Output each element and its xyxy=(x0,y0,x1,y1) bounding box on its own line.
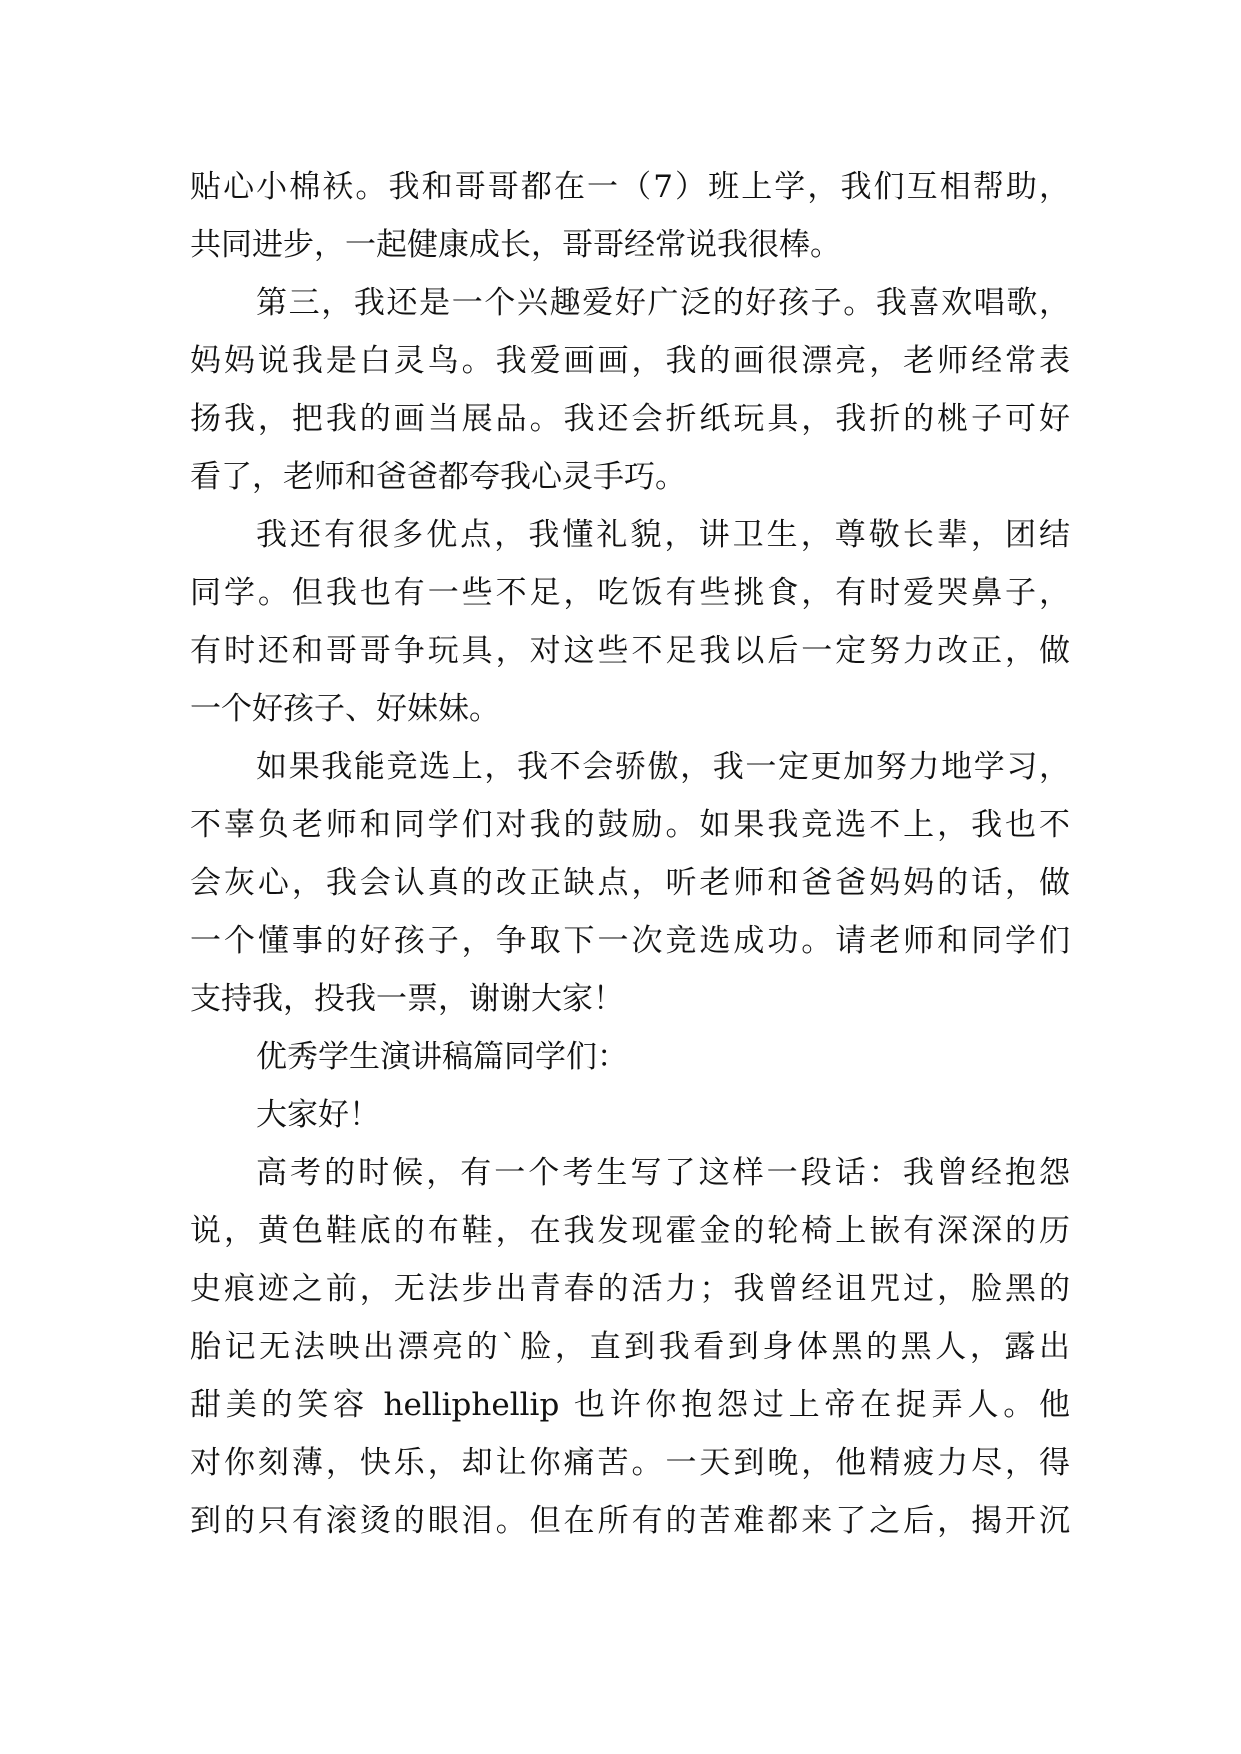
text-line: 支持我，投我一票，谢谢大家！ xyxy=(190,981,624,1017)
text-line: 到的只有滚烫的眼泪。但在所有的苦难都来了之后，揭开沉 xyxy=(190,1503,1070,1539)
text-line: 会灰心，我会认真的改正缺点，听老师和爸爸妈妈的话，做 xyxy=(190,865,1070,901)
text-line: 扬我，把我的画当展品。我还会折纸玩具，我折的桃子可好 xyxy=(190,401,1070,437)
section-heading: 优秀学生演讲稿篇同学们： xyxy=(256,1039,628,1075)
greeting-line: 大家好！ xyxy=(256,1097,380,1133)
text-line: 有时还和哥哥争玩具，对这些不足我以后一定努力改正，做 xyxy=(190,633,1070,669)
text-line: 对你刻薄，快乐，却让你痛苦。一天到晚，他精疲力尽，得 xyxy=(190,1445,1070,1481)
text-line: 贴心小棉袄。我和哥哥都在一（7）班上学，我们互相帮助， xyxy=(190,169,1070,205)
text-line: 不辜负老师和同学们对我的鼓励。如果我竞选不上，我也不 xyxy=(190,807,1070,843)
text-line: 妈妈说我是白灵鸟。我爱画画，我的画很漂亮，老师经常表 xyxy=(190,343,1070,379)
text-line: 甜美的笑容 helliphellip 也许你抱怨过上帝在捉弄人。他 xyxy=(190,1387,1070,1423)
document-body xyxy=(190,158,1070,1550)
text-line: 共同进步，一起健康成长，哥哥经常说我很棒。 xyxy=(190,227,841,263)
text-line: 史痕迹之前，无法步出青春的活力；我曾经诅咒过，脸黑的 xyxy=(190,1271,1070,1307)
text-line: 一个懂事的好孩子，争取下一次竞选成功。请老师和同学们 xyxy=(190,923,1070,959)
paragraph-start-line: 第三，我还是一个兴趣爱好广泛的好孩子。我喜欢唱歌， xyxy=(256,285,1070,321)
text-line: 胎记无法映出漂亮的`脸，直到我看到身体黑的黑人，露出 xyxy=(190,1329,1070,1365)
paragraph-start-line: 我还有很多优点，我懂礼貌，讲卫生，尊敬长辈，团结 xyxy=(256,517,1070,553)
text-line: 同学。但我也有一些不足，吃饭有些挑食，有时爱哭鼻子， xyxy=(190,575,1070,611)
paragraph-start-line: 高考的时候，有一个考生写了这样一段话：我曾经抱怨 xyxy=(256,1155,1070,1191)
paragraph-start-line: 如果我能竞选上，我不会骄傲，我一定更加努力地学习， xyxy=(256,749,1070,785)
text-line: 说，黄色鞋底的布鞋，在我发现霍金的轮椅上嵌有深深的历 xyxy=(190,1213,1070,1249)
text-line: 看了，老师和爸爸都夸我心灵手巧。 xyxy=(190,459,686,495)
text-line: 一个好孩子、好妹妹。 xyxy=(190,691,500,727)
